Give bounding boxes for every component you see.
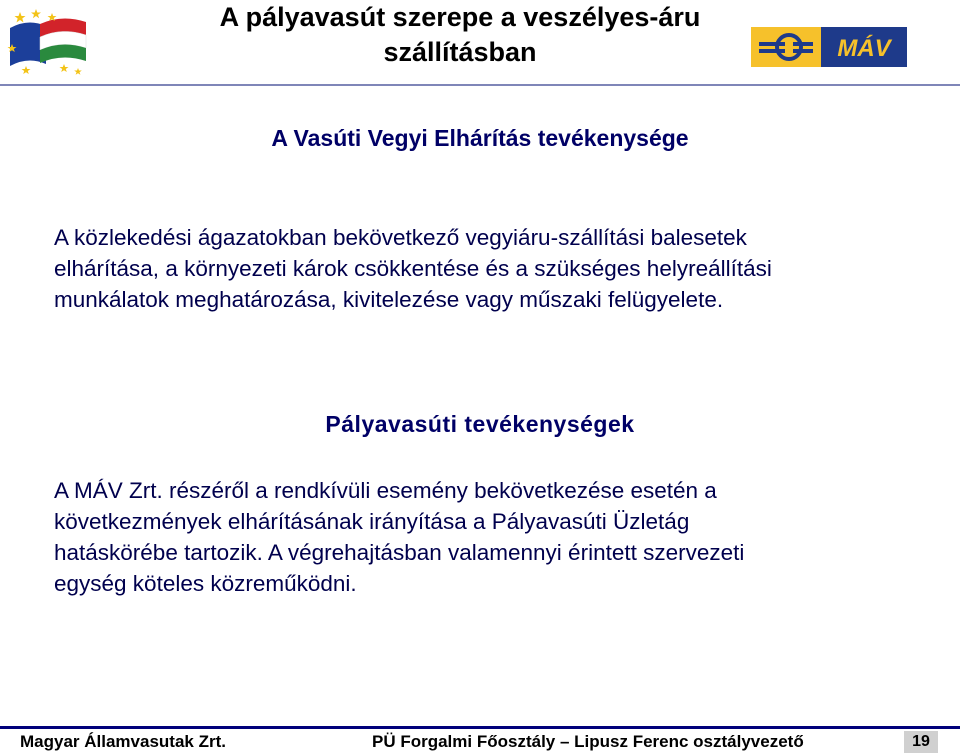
mav-logo-text: MÁV	[837, 35, 891, 62]
paragraph-line: elhárítása, a környezeti károk csökkentése és a szükséges helyreállítási	[54, 256, 772, 281]
paragraph-line: A közlekedési ágazatokban bekövetkező vegyiáru-szállítási balesetek	[54, 225, 747, 250]
paragraph-line: A MÁV Zrt. részéről a rendkívüli esemény bekövetkezése esetén a	[54, 478, 717, 503]
paragraph-line: egység köteles közreműködni.	[54, 571, 357, 596]
slide-title-line2: szállításban	[383, 37, 537, 67]
mav-logo	[751, 27, 907, 67]
page-number: 19	[904, 731, 938, 753]
footer-department: PÜ Forgalmi Főosztály – Lipusz Ferenc osztályvezető	[372, 732, 804, 751]
eu-hungary-flag-logo	[6, 6, 92, 76]
paragraph-line: következmények elhárításának irányítása a Pályavasúti Üzletág	[54, 509, 690, 534]
header-divider	[0, 84, 960, 86]
slide-title	[120, 0, 800, 70]
section-title-palyavasuti: Pályavasúti tevékenységek	[325, 411, 635, 437]
footer-divider	[0, 726, 960, 729]
footer-company: Magyar Államvasutak Zrt.	[20, 732, 226, 751]
paragraph-line: munkálatok meghatározása, kivitelezése vagy műszaki felügyelete.	[54, 287, 724, 312]
slide-title-line1: A pályavasút szerepe a veszélyes-áru	[219, 2, 701, 32]
paragraph-vegyi-elharitas	[54, 222, 914, 315]
paragraph-line: hatáskörébe tartozik. A végrehajtásban valamennyi érintett szervezeti	[54, 540, 745, 565]
section-title-vegyi-elharitas: A Vasúti Vegyi Elhárítás tevékenysége	[271, 125, 689, 151]
paragraph-palyavasuti	[54, 475, 914, 599]
